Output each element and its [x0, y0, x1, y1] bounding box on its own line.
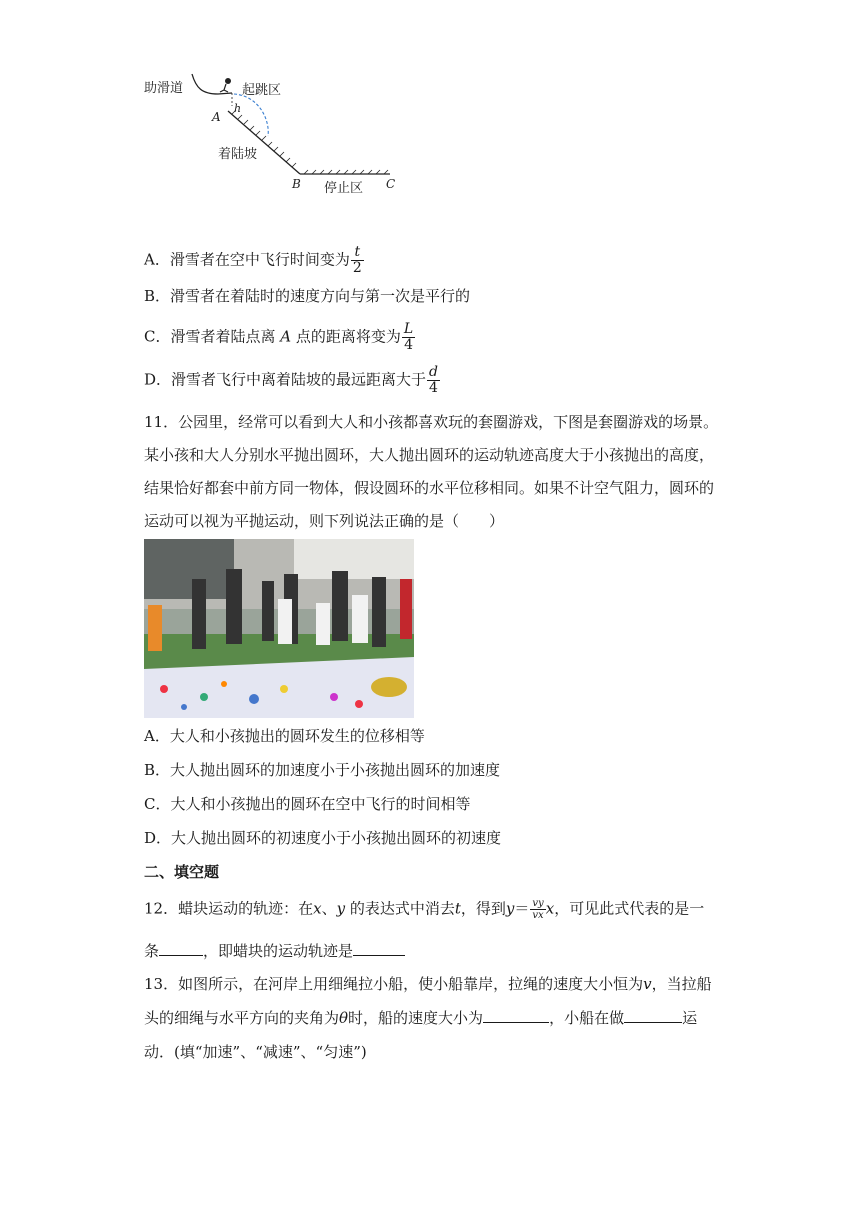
fraction: $\frac{t}{2}$ — [352, 244, 362, 276]
q13-line-3: 动．(填“加速”、“减速”、“匀速”) — [144, 1043, 367, 1061]
label-point-b: B — [292, 177, 301, 191]
fraction-vy-vx: $\frac{vy}{vx}$ — [532, 898, 544, 921]
label-h: h — [234, 102, 242, 115]
fraction: $\frac{L}{4}$ — [403, 321, 414, 353]
q13-line-1: 13．如图所示，在河岸上用细绳拉小船，使小船靠岸，拉绳的速度大小恒为v，当拉船 — [144, 975, 712, 993]
q11-line-2: 某小孩和大人分别水平抛出圆环，大人抛出圆环的运动轨迹高度大于小孩抛出的高度， — [144, 446, 715, 464]
answer-blank[interactable] — [353, 941, 405, 956]
answer-blank[interactable] — [483, 1008, 549, 1023]
q10-option-d: D．滑雪者飞行中离着陆坡的最远距离大于 $\frac{d}{4}$ — [144, 364, 438, 396]
label-landing-slope: 着陆坡 — [218, 147, 258, 162]
q13-line-2: 头的细绳与水平方向的夹角为θ时，船的速度大小为 ，小船在做 运 — [144, 1009, 698, 1027]
section-title-fill-in: 二、填空题 — [144, 863, 220, 881]
q11-line-3: 结果恰好都套中前方同一物体，假设圆环的水平位移相同。如果不计空气阻力，圆环的 — [144, 479, 715, 497]
label-stop-zone: 停止区 — [324, 181, 364, 196]
label-point-c: C — [386, 177, 396, 191]
q12-line-2: 条 ，即蜡块的运动轨迹是 — [144, 941, 405, 961]
fraction: $\frac{d}{4}$ — [429, 364, 438, 396]
ring-toss-photo — [144, 539, 414, 718]
q12-line-1: 12．蜡块运动的轨迹：在x、y 的表达式中消去t，得到y＝ $\frac{vy}{vx}$ x，可见此式代表的是一 — [144, 898, 705, 921]
label-runway: 助滑道 — [144, 81, 184, 96]
label-jump-zone: 起跳区 — [242, 83, 282, 98]
q11-option-c: C．大人和小孩抛出的圆环在空中飞行的时间相等 — [144, 795, 471, 813]
q11-line-1: 11．公园里，经常可以看到大人和小孩都喜欢玩的套圈游戏，下图是套圈游戏的场景。 — [144, 413, 719, 431]
q11-line-4: 运动可以视为平抛运动，则下列说法正确的是（ ） — [144, 512, 505, 530]
q11-option-d: D．大人抛出圆环的初速度小于小孩抛出圆环的初速度 — [144, 829, 502, 847]
q11-option-b: B．大人抛出圆环的加速度小于小孩抛出圆环的加速度 — [144, 761, 501, 779]
q10-option-b: B．滑雪者在着陆时的速度方向与第一次是平行的 — [144, 287, 471, 305]
answer-blank[interactable] — [624, 1008, 682, 1023]
answer-blank[interactable] — [159, 941, 203, 956]
q11-option-a: A．大人和小孩抛出的圆环发生的位移相等 — [144, 727, 425, 745]
q10-option-a: A．滑雪者在空中飞行时间变为 $\frac{t}{2}$ — [144, 244, 362, 276]
label-point-a: A — [212, 110, 221, 124]
ski-jump-figure — [140, 66, 410, 196]
q10-option-c: C．滑雪者着陆点离 A 点的距离将变为 $\frac{L}{4}$ — [144, 321, 414, 353]
